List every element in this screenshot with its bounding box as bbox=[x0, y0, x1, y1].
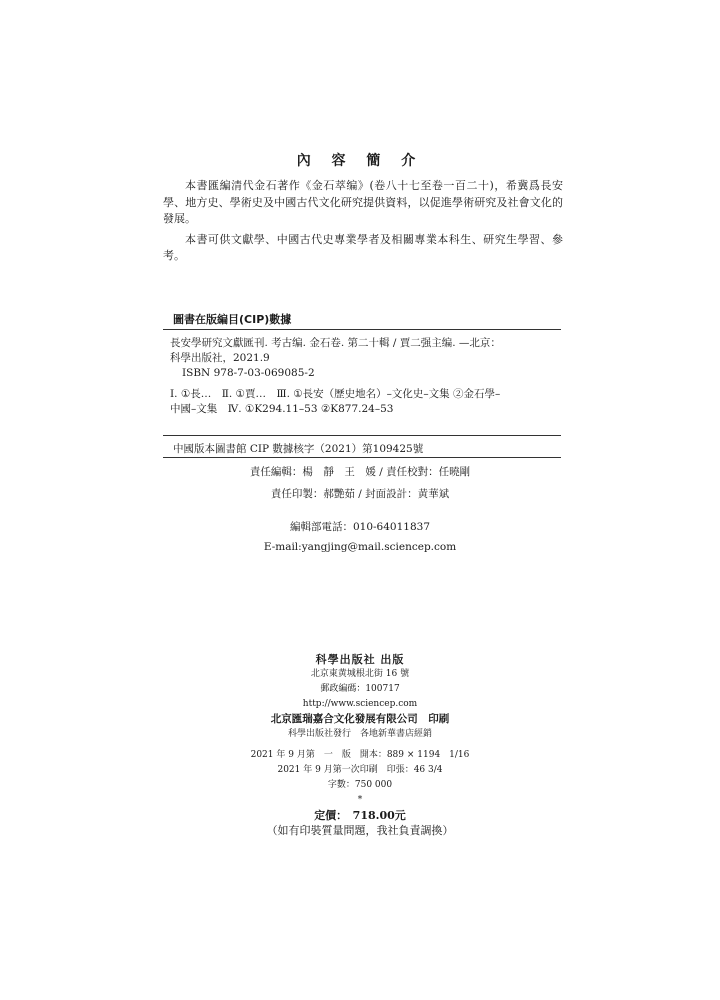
cip-bottom-rule bbox=[163, 457, 561, 458]
cip-class-line-1: Ⅰ. ①長… Ⅱ. ①賈… Ⅲ. ①長安（歷史地名）–文化史–文集 ②金石學– bbox=[170, 388, 501, 400]
publisher-website: http://www.sciencep.com bbox=[302, 699, 418, 709]
cip-top-rule bbox=[163, 329, 561, 330]
printing-info: 2021 年 9 月第一次印刷 印張：46 3/4 bbox=[277, 765, 443, 775]
credits-line-2: 責任印製：郝艷茹 / 封面設計：黄華斌 bbox=[270, 488, 450, 500]
intro-text bbox=[163, 178, 563, 269]
printer-name: 北京匯瑞嘉合文化發展有限公司 印刷 bbox=[270, 713, 450, 725]
price: 定價： 718.00元 bbox=[314, 809, 406, 822]
cip-record-body bbox=[170, 336, 560, 423]
distribution-note: 科學出版社發行 各地新華書店經銷 bbox=[287, 729, 432, 739]
editorial-email: E-mail:yangjing@mail.sciencep.com bbox=[263, 541, 457, 553]
cip-bibliographic-entry bbox=[170, 336, 560, 381]
cip-middle-rule bbox=[163, 435, 561, 436]
publisher-name: 科學出版社 出版 bbox=[315, 653, 405, 666]
editorial-phone: 編輯部電話：010-64011837 bbox=[289, 521, 431, 533]
cip-heading: 圖書在版編目(CIP)數據 bbox=[173, 313, 292, 326]
replacement-note: （如有印裝質量問題，我社負責調換） bbox=[266, 824, 454, 837]
intro-title: 內 容 簡 介 bbox=[296, 153, 424, 169]
cip-entry-line-1: 長安學研究文獻匯刊. 考古编. 金石卷. 第二十輯 / 賈二强主编. —北京： bbox=[170, 337, 501, 349]
editorial-contact bbox=[0, 517, 720, 557]
responsibility-credits bbox=[0, 461, 720, 505]
word-count: 字數：750 000 bbox=[327, 780, 393, 790]
cip-entry-line-2: 科學出版社，2021.9 bbox=[170, 352, 270, 364]
cip-classification bbox=[170, 387, 560, 417]
cip-isbn: ISBN 978-7-03-069085-2 bbox=[182, 367, 315, 379]
colophon bbox=[0, 652, 720, 838]
publisher-postcode: 郵政編碼：100717 bbox=[320, 684, 400, 694]
publisher-address: 北京東黄城根北街 16 號 bbox=[310, 669, 410, 679]
separator-star: * bbox=[357, 795, 363, 805]
intro-paragraph-1: 本書匯編清代金石著作《金石萃编》(卷八十七至卷一百二十)，希冀爲長安學、地方史、學術史及中國古代文化研究提供資料，以促進學術研究及社會文化的發展。 bbox=[163, 179, 563, 225]
intro-paragraph-2: 本書可供文獻學、中國古代史專業學者及相關專業本科生、研究生學習、參考。 bbox=[163, 232, 563, 262]
credits-line-1: 責任編輯：楊 靜 王 媛 / 責任校對：任曉剛 bbox=[249, 466, 471, 478]
cip-record-number: 中國版本圖書館 CIP 數據核字（2021）第109425號 bbox=[173, 443, 424, 455]
cip-class-line-2: 中國–文集 Ⅳ. ①K294.11–53 ②K877.24–53 bbox=[170, 403, 394, 415]
edition-info: 2021 年 9 月第 一 版 開本：889 × 1194 1/16 bbox=[250, 750, 470, 760]
